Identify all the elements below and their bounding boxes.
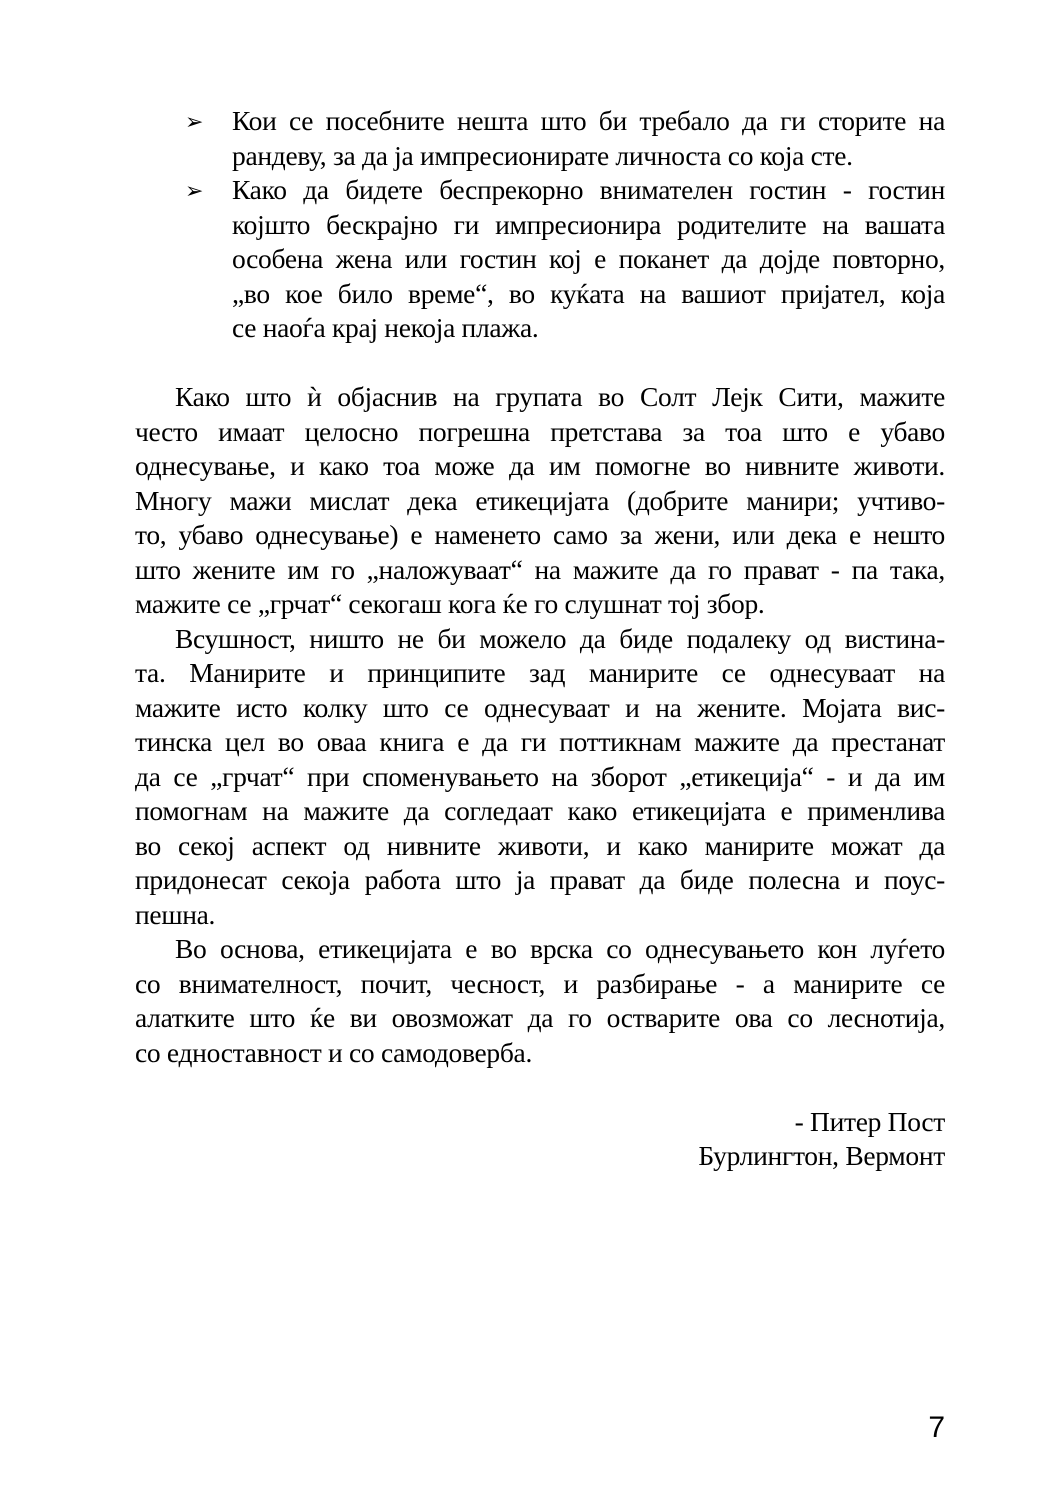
text-line: Во основа, етикецијата е во врска со однесувањето кон луѓето xyxy=(175,933,945,964)
paragraphs xyxy=(135,380,945,1070)
text-line: што жените им го „наложуваат“ на мажите да го прават - па така, xyxy=(135,553,945,585)
text-line: Всушност, ништо не би можело да биде подалеку од вистина- xyxy=(175,622,945,654)
paragraph xyxy=(135,932,945,1070)
text-line: та. Манирите и принципите зад манирите се однесуваат на xyxy=(135,657,945,688)
text-line: мажите се „грчат“ секогаш кога ќе го слушнат тој збор. xyxy=(135,588,765,619)
text-line: особена жена или гостин кој е поканет да дојде повторно, xyxy=(232,243,945,274)
text-line: мажите исто колку што се однесуваат и на жените. Мојата вис- xyxy=(135,691,945,723)
text-line: Како да бидете беспрекорно внимателен гостин - гостин xyxy=(232,174,945,205)
paragraph xyxy=(135,622,945,933)
text-line: во секој аспект од нивните животи, и како манирите можат да xyxy=(135,829,945,861)
text-line: придонесат секоја работа што ја прават да биде полесна и поус- xyxy=(135,864,945,895)
text-line: то, убаво однесување) е наменето само за жени, или дека е нешто xyxy=(135,519,945,550)
text-line: Како што ѝ објаснив на групата во Солт Лејк Сити, мажите xyxy=(175,381,945,412)
bullet-text xyxy=(232,173,945,346)
page-number: 7 xyxy=(928,1411,945,1444)
text-line: пешна. xyxy=(135,898,216,930)
text-line: да се „грчат“ при споменувањето на зборот „етикеција“ - и да им xyxy=(135,760,945,792)
text-line: често имаат целосно погрешна претстава за тоа што е убаво xyxy=(135,415,945,447)
arrow-bullet-icon: ➢ xyxy=(185,179,204,204)
text-line: Многу мажи мислат дека етикецијата (добрите манири; учтиво- xyxy=(135,484,945,516)
signature-name: - Питер Пост xyxy=(794,1105,945,1137)
bullet-list xyxy=(135,104,945,346)
bullet-text xyxy=(232,104,945,173)
text-block xyxy=(135,104,945,1174)
text-line: Кои се посебните нешта што би требало да ги сторите на xyxy=(232,105,945,136)
bullet-item xyxy=(135,104,945,173)
text-line: со едноставност и со самодоверба. xyxy=(135,1036,533,1068)
text-line: којшто бескрајно ги импресионира родителите на вашата xyxy=(232,208,945,240)
text-line: со внимателност, почит, чесност, и разбирање - а манирите се xyxy=(135,967,945,999)
text-line: рандеву, за да ја импресионирате личноста со која сте. xyxy=(232,139,853,171)
signature-block xyxy=(135,1105,945,1174)
signature-location: Бурлингтон, Вермонт xyxy=(698,1140,945,1171)
text-line: помогнам на мажите да согледаат како етикецијата е применлива xyxy=(135,795,945,826)
bullet-item xyxy=(135,173,945,346)
text-line: тинска цел во оваа книга е да ги поттикнам мажите да престанат xyxy=(135,726,945,757)
text-line: се наоѓа крај некоја плажа. xyxy=(232,312,539,343)
text-line: „во кое било време“, во куќата на вашиот пријател, која xyxy=(232,277,945,309)
arrow-bullet-icon: ➢ xyxy=(185,110,204,135)
paragraph xyxy=(135,380,945,622)
text-line: однесување, и како тоа може да им помогне во нивните животи. xyxy=(135,450,945,481)
text-line: алатките што ќе ви овозможат да го остварите ова со леснотија, xyxy=(135,1002,945,1033)
